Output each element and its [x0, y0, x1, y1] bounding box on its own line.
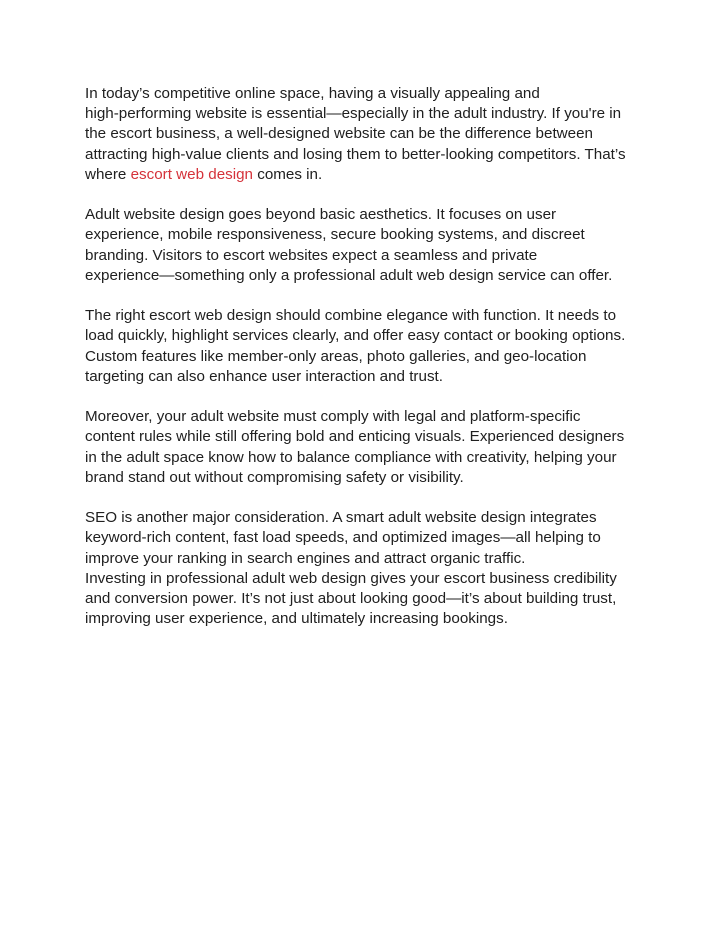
text-line: Custom features like member-only areas, photo galleries, and geo-location	[85, 347, 587, 365]
text-fragment: where	[85, 165, 131, 183]
text-line: the escort business, a well-designed website can be the difference between	[85, 125, 593, 143]
text-line: brand stand out without compromising safety or visibility.	[85, 468, 464, 486]
paragraph-seo	[85, 508, 645, 629]
text-line: targeting can also enhance user interaction and trust.	[85, 367, 443, 385]
text-line: improve your ranking in search engines and attract organic traffic.	[85, 549, 526, 567]
text-line: keyword-rich content, fast load speeds, and optimized images—all helping to	[85, 529, 601, 547]
paragraph-intro	[85, 84, 645, 185]
text-line: improving user experience, and ultimately increasing bookings.	[85, 610, 508, 628]
text-line: Investing in professional adult web design gives your escort business credibility	[85, 569, 617, 587]
text-line-with-link	[85, 165, 645, 185]
text-line: SEO is another major consideration. A smart adult website design integrates	[85, 509, 597, 527]
paragraph-compliance	[85, 407, 645, 488]
escort-web-design-link[interactable]: escort web design	[130, 165, 254, 183]
document-body	[85, 84, 645, 629]
text-line: attracting high-value clients and losing them to better-looking competitors. That’s	[85, 145, 626, 163]
text-line: load quickly, highlight services clearly, and offer easy contact or booking options.	[85, 327, 626, 345]
text-line: Moreover, your adult website must comply with legal and platform-specific	[85, 408, 581, 426]
text-line: experience, mobile responsiveness, secure booking systems, and discreet	[85, 226, 585, 244]
text-line: high-performing website is essential—especially in the adult industry. If you're in	[85, 105, 622, 123]
text-line: The right escort web design should combine elegance with function. It needs to	[85, 307, 617, 325]
text-line: in the adult space know how to balance compliance with creativity, helping your	[85, 448, 617, 466]
paragraph-right-design	[85, 306, 645, 387]
text-line: content rules while still offering bold and enticing visuals. Experienced designers	[85, 428, 625, 446]
text-line: In today’s competitive online space, having a visually appealing and	[85, 85, 540, 102]
text-line: Adult website design goes beyond basic aesthetics. It focuses on user	[85, 206, 557, 224]
paragraph-adult-website-design	[85, 205, 645, 286]
text-fragment: comes in.	[253, 165, 323, 183]
text-line: experience—something only a professional adult web design service can offer.	[85, 266, 613, 284]
text-line: and conversion power. It’s not just about looking good—it’s about building trust,	[85, 590, 617, 608]
text-line: branding. Visitors to escort websites expect a seamless and private	[85, 246, 538, 264]
